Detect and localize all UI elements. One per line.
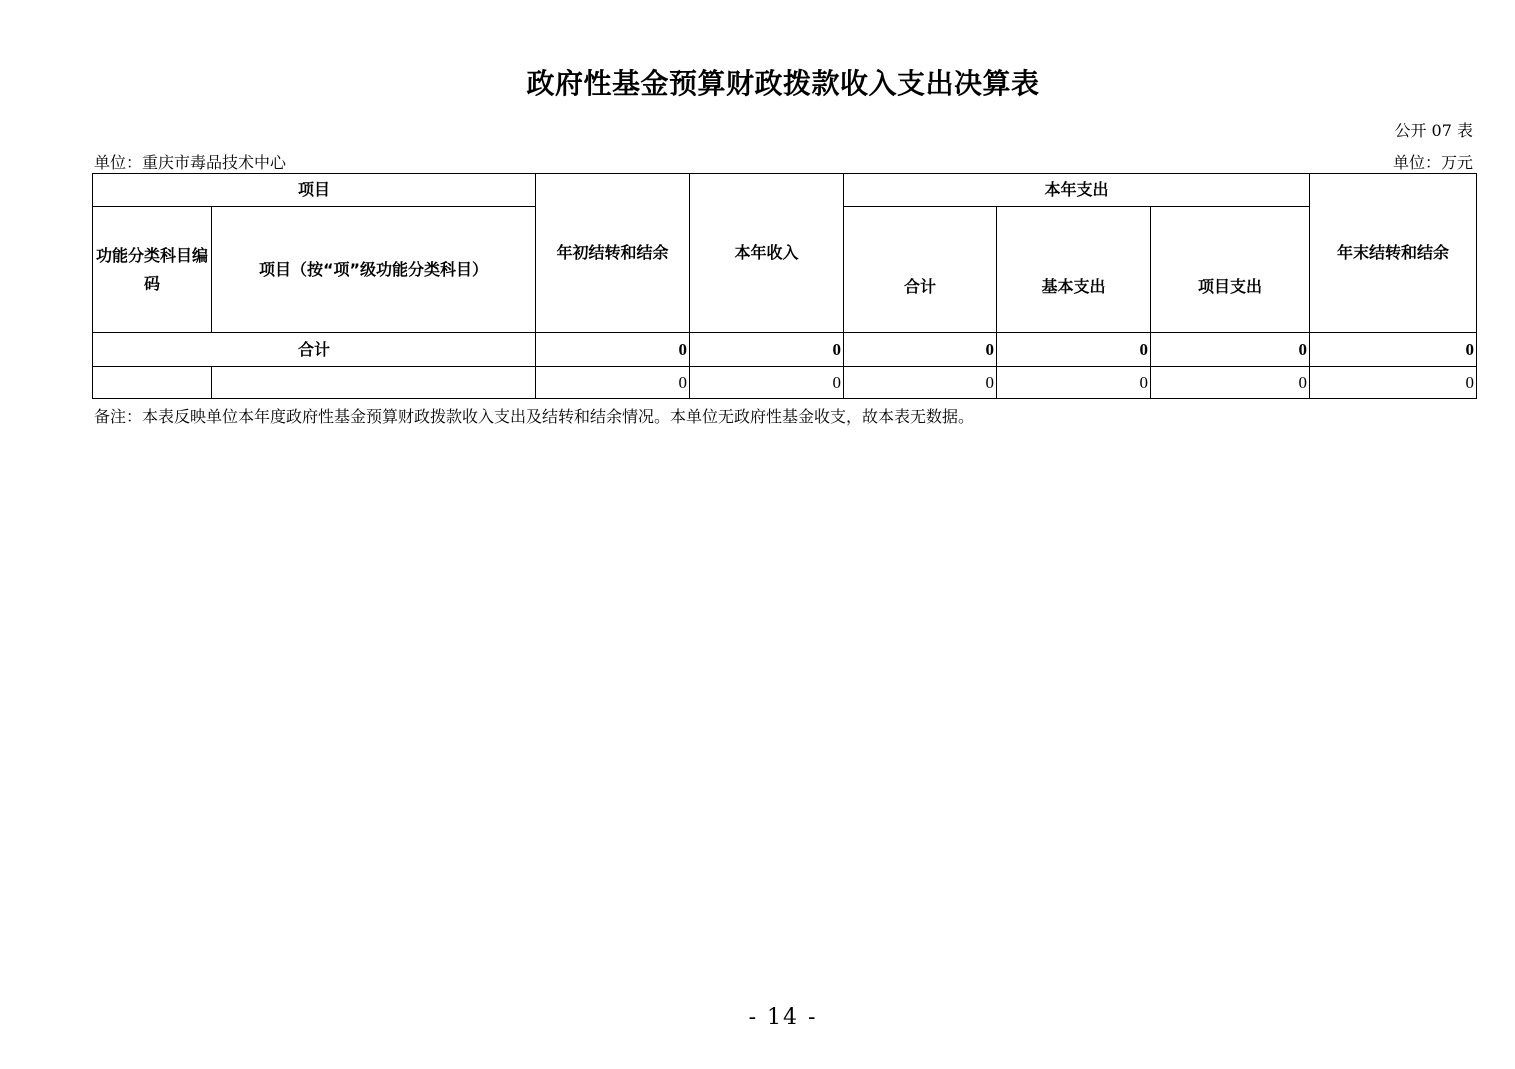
page-number: - 14 -: [748, 1005, 818, 1030]
page-title: 政府性基金预算财政拨款收入支出决算表: [526, 67, 1040, 100]
header-expense-basic: 基本支出: [997, 207, 1151, 333]
header-project: 项目: [93, 174, 536, 207]
header-item-name: 项目（按“项”级功能分类科目）: [212, 207, 536, 333]
total-end-balance: 0: [1310, 333, 1477, 367]
form-number: 公开 07 表: [1394, 121, 1473, 140]
row-func-code: [93, 367, 212, 399]
total-label: 合计: [93, 333, 536, 367]
header-income: 本年收入: [690, 174, 844, 333]
total-expense-basic: 0: [997, 333, 1151, 367]
row-begin-balance: 0: [536, 367, 690, 399]
total-expense-project: 0: [1151, 333, 1310, 367]
row-expense-project: 0: [1151, 367, 1310, 399]
row-expense-total: 0: [844, 367, 997, 399]
total-income: 0: [690, 333, 844, 367]
unit-organization: 单位：重庆市毒品技术中心: [94, 153, 287, 172]
unit-currency: 单位：万元: [1392, 153, 1473, 172]
header-end-balance: 年末结转和结余: [1310, 174, 1477, 333]
table-note: 备注：本表反映单位本年度政府性基金预算财政拨款收入支出及结转和结余情况。本单位无政府性基金收支，故本表无数据。: [94, 407, 975, 426]
header-func-code: 功能分类科目编码: [93, 207, 212, 333]
total-expense-total: 0: [844, 333, 997, 367]
row-expense-basic: 0: [997, 367, 1151, 399]
row-end-balance: 0: [1310, 367, 1477, 399]
total-begin-balance: 0: [536, 333, 690, 367]
row-item-name: [212, 367, 536, 399]
header-expense-project: 项目支出: [1151, 207, 1310, 333]
header-begin-balance: 年初结转和结余: [536, 174, 690, 333]
total-row: [93, 333, 1477, 367]
row-income: 0: [690, 367, 844, 399]
header-expense-group: 本年支出: [844, 174, 1310, 207]
budget-table: [92, 173, 1477, 399]
table-row: [93, 367, 1477, 399]
header-expense-total: 合计: [844, 207, 997, 333]
